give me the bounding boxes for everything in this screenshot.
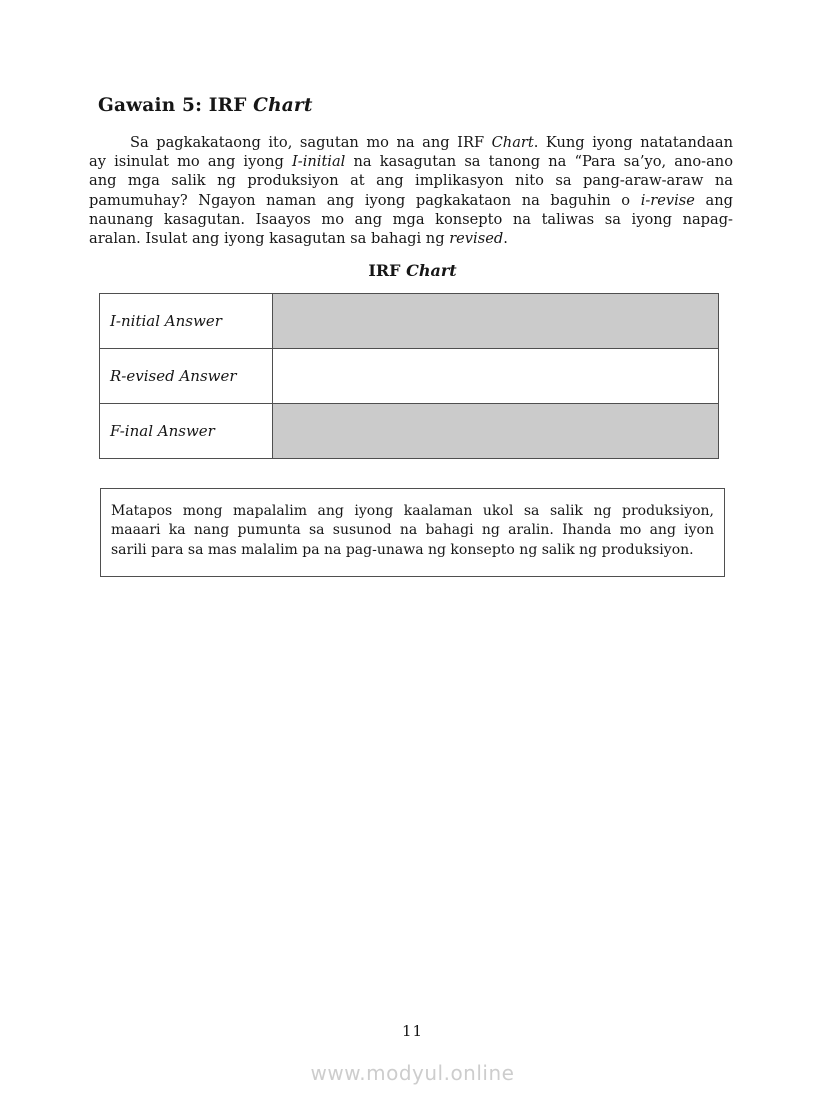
table-row-final	[100, 404, 719, 459]
table-row-initial	[100, 294, 719, 349]
row-label-revised: R-evised Answer	[100, 349, 273, 404]
irf-table	[99, 293, 719, 459]
answer-cell-final	[273, 404, 719, 459]
watermark: www.modyul.online	[310, 1061, 515, 1085]
table-row-revised	[100, 349, 719, 404]
section-title: Gawain 5: IRF Chart	[98, 95, 313, 116]
intro-paragraph: Sa pagkakataong ito, sagutan mo na ang IRF Chart. Kung iyong natatandaan ay isinulat mo ang iyong I-initial na kasagutan sa tanong na “Para sa’yo, ano-ano ang mga salik ng produksiyon at ang implikasyon nito sa pang-araw-araw na pamumuhay? Ngayon naman ang iyong pagkakataon na baguhin o i-revise ang naunang kasagutan. Isaayos mo ang mga konsepto na taliwas sa iyong napag- aralan. Isulat ang iyong kasagutan sa bahagi ng revised.	[89, 134, 733, 248]
answer-cell-initial	[273, 294, 719, 349]
page-number: 11	[401, 1022, 424, 1040]
row-label-initial: I-nitial Answer	[100, 294, 273, 349]
answer-cell-revised	[273, 349, 719, 404]
note-box: Matapos mong mapalalim ang iyong kaalaman ukol sa salik ng produksiyon, maaari ka nang pumunta sa susunod na bahagi ng aralin. Ihanda mo ang iyon sarili para sa mas malalim pa na pag-unawa ng konsepto ng salik ng produksiyon.	[100, 488, 725, 577]
irf-chart-caption: IRF Chart	[368, 261, 457, 280]
row-label-final: F-inal Answer	[100, 404, 273, 459]
